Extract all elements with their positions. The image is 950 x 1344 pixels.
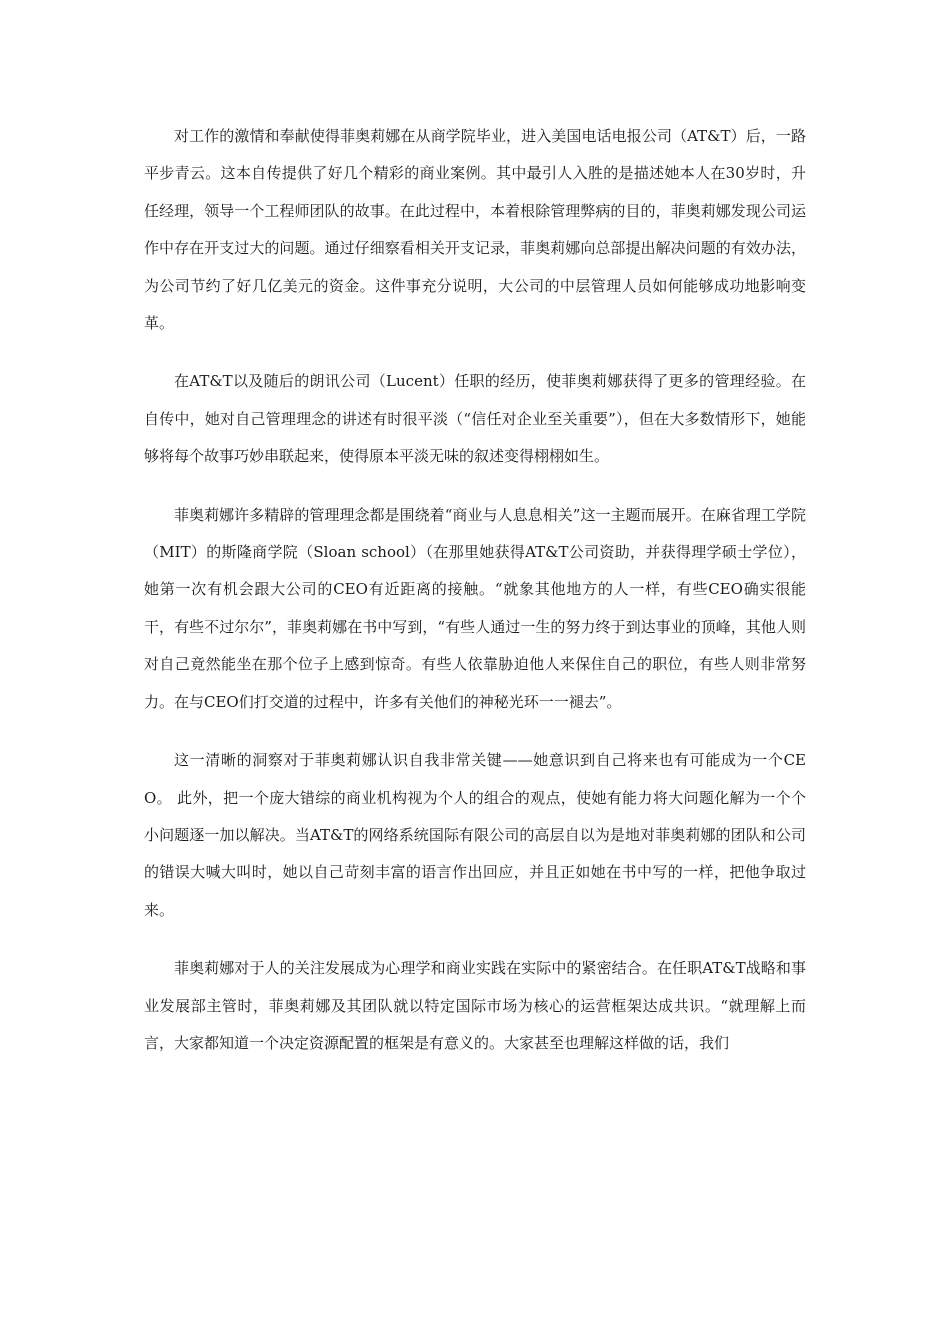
document-body [144, 118, 806, 1083]
paragraph-5: 菲奥莉娜对于人的关注发展成为心理学和商业实践在实际中的紧密结合。在任职AT&T战略和事业发展部主管时，菲奥莉娜及其团队就以特定国际市场为核心的运营框架达成共识。“就理解上而言，大家都知道一个决定资源配置的框架是有意义的。大家甚至也理解这样做的话，我们 [144, 959, 806, 1052]
paragraph-2: 在AT&T以及随后的朗讯公司（Lucent）任职的经历，使菲奥莉娜获得了更多的管理经验。在自传中，她对自己管理理念的讲述有时很平淡（“信任对企业至关重要”），但在大多数情形下，她能够将每个故事巧妙串联起来，使得原本平淡无味的叙述变得栩栩如生。 [144, 372, 806, 466]
paragraph-3: 菲奥莉娜许多精辟的管理理念都是围绕着“商业与人息息相关”这一主题而展开。在麻省理工学院（MIT）的斯隆商学院（Sloan school）（在那里她获得AT&T公司资助，并获得理学硕士学位），她第一次有机会跟大公司的CEO有近距离的接触。“就象其他地方的人一样，有些CEO确实很能干，有些不过尔尔”，菲奥莉娜在书中写到，“有些人通过一生的努力终于到达事业的顶峰，其他人则对自己竟然能坐在那个位子上感到惊奇。有些人依靠胁迫他人来保住自己的职位，有些人则非常努力。在与CEO们打交道的过程中，许多有关他们的神秘光环一一褪去”。 [144, 505, 806, 711]
paragraph-1: 对工作的激情和奉献使得菲奥莉娜在从商学院毕业，进入美国电话电报公司（AT&T）后，一路平步青云。这本自传提供了好几个精彩的商业案例。其中最引人入胜的是描述她本人在30岁时，升任经理，领导一个工程师团队的故事。在此过程中，本着根除管理弊病的目的，菲奥莉娜发现公司运作中存在开支过大的问题。通过仔细察看相关开支记录，菲奥莉娜向总部提出解决问题的有效办法，为公司节约了好几亿美元的资金。这件事充分说明，大公司的中层管理人员如何能够成功地影响变革。 [144, 127, 806, 333]
paragraph-4: 这一清晰的洞察对于菲奥莉娜认识自我非常关键——她意识到自己将来也有可能成为一个CEO。 此外，把一个庞大错综的商业机构视为个人的组合的观点，使她有能力将大问题化解为一个个小问题逐一加以解决。当AT&T的网络系统国际有限公司的高层自以为是地对菲奥莉娜的团队和公司的错误大喊大叫时，她以自己苛刻丰富的语言作出回应，并且正如她在书中写的一样，把他争取过来。 [144, 751, 806, 919]
